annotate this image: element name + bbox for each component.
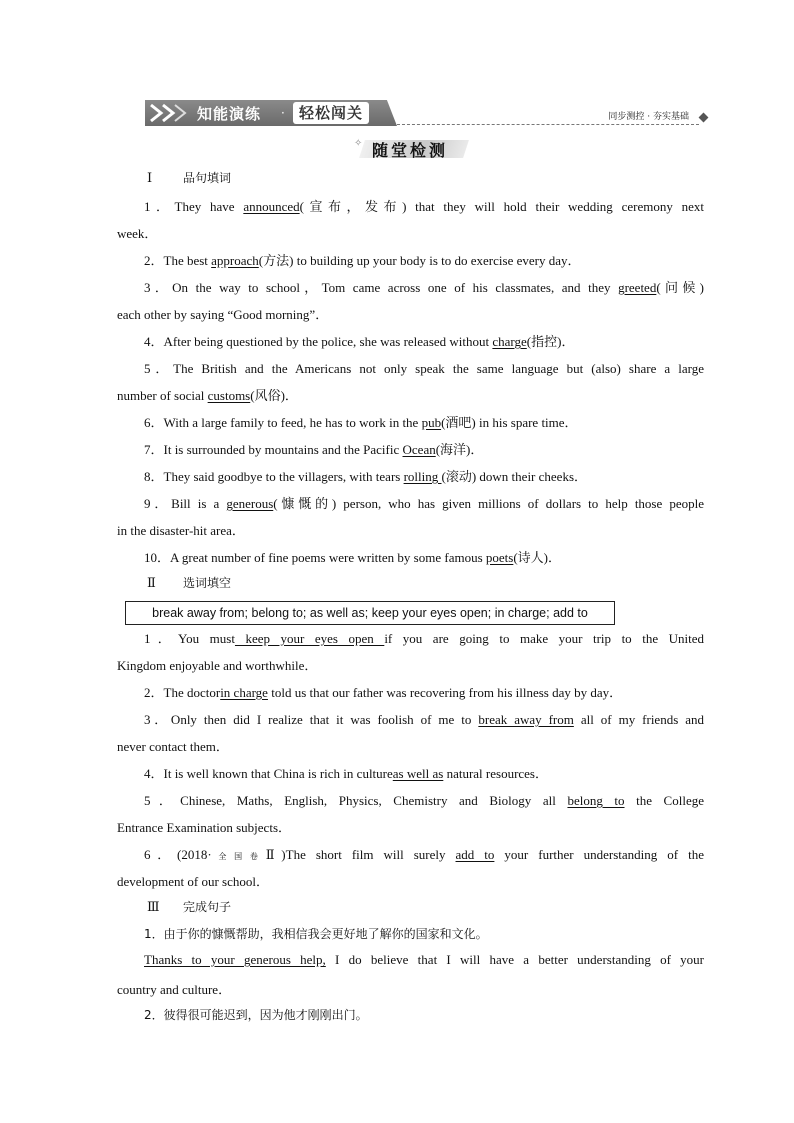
banner-divider [397, 124, 699, 125]
answer-blank: approach [211, 253, 259, 268]
part2-item-5-cont: Entrance Examination subjects． [117, 820, 292, 835]
part1-item-1: 1．They have announced(宣布，发布) that they will hold their wedding ceremony next [144, 199, 704, 214]
answer-blank: pub [421, 415, 442, 430]
part2-item-2: 2．The doctorin charge told us that our father was recovering from his illness day by day． [144, 685, 623, 700]
part3-numeral: Ⅲ [147, 899, 160, 914]
part1-item-2: 2．The best approach(方法) to building up your body is to do exercise every day． [144, 253, 581, 268]
answer-blank: charge [492, 334, 527, 349]
part1-label: 品句填词 [183, 171, 232, 185]
part2-item-5: 5．Chinese, Maths, English, Physics, Chemistry and Biology all belong to the College [144, 793, 704, 808]
banner-title-left: 知能演练 [197, 105, 262, 123]
section-banner [145, 100, 707, 128]
word-bank-box: break away from; belong to; as well as; keep your eyes open; in charge; add to [125, 601, 615, 625]
part3-heading [147, 898, 231, 915]
part1-item-5-cont: number of social customs(风俗)． [117, 388, 298, 403]
part2-item-1-cont: Kingdom enjoyable and worthwhile． [117, 658, 318, 673]
answer-blank: rolling [403, 469, 442, 484]
banner-subtitle: 同步测控 · 夯实基础 [608, 112, 689, 122]
part1-item-9: 9．Bill is a generous(慷慨的) person, who has given millions of dollars to help those people [144, 496, 704, 511]
answer-blank: as well as [392, 766, 444, 781]
part3-item-2-question: 2．彼得很可能迟到，因为他才刚刚出门。 [144, 1008, 368, 1022]
part3-item-1-question: 1．由于你的慷慨帮助，我相信我会更好地了解你的国家和文化。 [144, 927, 488, 941]
sparkle-icon: ✧ [354, 138, 363, 149]
diamond-icon [699, 113, 709, 123]
part2-item-6: 6．(2018·全国卷Ⅱ)The short film will surely add to your further understanding of the [144, 847, 704, 862]
part1-item-3-cont: each other by saying “Good morning”． [117, 307, 329, 322]
part1-item-1-cont: week． [117, 226, 158, 241]
answer-blank: Thanks to your generous help, [144, 952, 326, 967]
section-title [356, 138, 468, 160]
part3-item-1-cont: country and culture． [117, 982, 232, 997]
part1-item-7: 7．It is surrounded by mountains and the Pacific Ocean(海洋)． [144, 442, 484, 457]
part1-item-4: 4．After being questioned by the police, she was released without charge(指控)． [144, 334, 575, 349]
source-label: 全国卷 [211, 852, 266, 861]
answer-blank: Ocean [402, 442, 436, 457]
banner-separator: · [281, 106, 285, 120]
answer-blank: keep your eyes open [234, 631, 385, 646]
answer-blank: break away from [478, 712, 574, 727]
part1-item-8: 8．They said goodbye to the villagers, with tears rolling (滚动) down their cheeks． [144, 469, 588, 484]
part2-numeral: Ⅱ [147, 575, 156, 590]
part2-label: 选词填空 [183, 576, 232, 590]
part2-item-6-cont: development of our school． [117, 874, 269, 889]
part1-heading [147, 169, 231, 186]
part1-item-3: 3．On the way to school，Tom came across one of his classmates, and they greeted(问候) [144, 280, 704, 295]
answer-blank: poets [485, 550, 514, 565]
banner-title-right-box [293, 102, 369, 124]
answer-blank: belong to [567, 793, 625, 808]
answer-blank: customs [207, 388, 251, 403]
answer-blank: in charge [220, 685, 268, 700]
part1-item-10: 10．A great number of fine poems were written by some famous poets(诗人)． [144, 550, 562, 565]
answer-blank: add to [455, 847, 495, 862]
answer-blank: announced [243, 199, 300, 214]
part1-numeral: Ⅰ [147, 170, 153, 185]
part2-item-3-cont: never contact them． [117, 739, 229, 754]
part2-heading [147, 574, 231, 591]
part1-item-6: 6．With a large family to feed, he has to work in the pub(酒吧) in his spare time． [144, 415, 578, 430]
double-chevron-icon [147, 103, 191, 123]
part3-label: 完成句子 [183, 900, 232, 914]
part3-item-1-answer: Thanks to your generous help, I do believe that I will have a better understanding of your [144, 952, 704, 967]
part1-item-5: 5．The British and the Americans not only speak the same language but (also) share a large [144, 361, 704, 376]
part2-item-1: 1．You must keep your eyes open if you are going to make your trip to the United [144, 631, 704, 646]
section-title-text: 随堂检测 [372, 141, 449, 160]
banner-title-right: 轻松闯关 [299, 104, 364, 122]
part2-item-4: 4．It is well known that China is rich in cultureas well as natural resources． [144, 766, 548, 781]
part2-item-3: 3．Only then did I realize that it was foolish of me to break away from all of my friends and [144, 712, 704, 727]
part1-item-9-cont: in the disaster-hit area． [117, 523, 245, 538]
answer-blank: generous [226, 496, 274, 511]
answer-blank: greeted [618, 280, 657, 295]
